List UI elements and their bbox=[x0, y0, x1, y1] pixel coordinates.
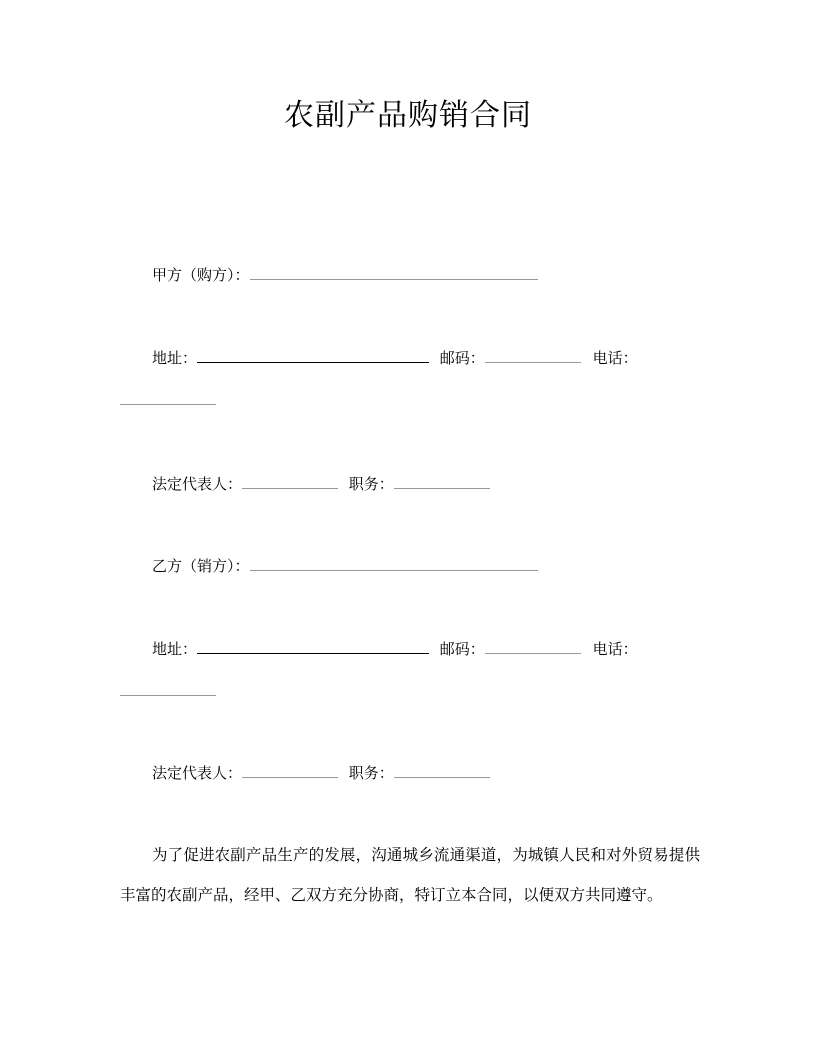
party-a-phone-row bbox=[120, 388, 216, 410]
party-b-address-row bbox=[152, 637, 638, 659]
party-a-name-label: 甲方（购方）： bbox=[152, 266, 250, 284]
party-b-rep-row bbox=[152, 761, 490, 783]
party-b-address-field[interactable] bbox=[197, 637, 429, 654]
party-a-position-field[interactable] bbox=[394, 472, 490, 489]
party-b-phone-field[interactable] bbox=[120, 679, 216, 696]
party-a-address-field[interactable] bbox=[197, 346, 429, 363]
party-a-postcode-label: 邮码： bbox=[439, 349, 485, 367]
document-title: 农副产品购销合同 bbox=[284, 98, 532, 133]
party-a-name-field[interactable] bbox=[250, 263, 538, 280]
party-b-name-row bbox=[152, 554, 538, 576]
party-a-rep-row bbox=[152, 472, 490, 494]
party-a-rep-field[interactable] bbox=[242, 472, 338, 489]
party-a-address-label: 地址： bbox=[152, 349, 198, 367]
party-a-phone-label: 电话： bbox=[592, 349, 638, 367]
party-b-position-field[interactable] bbox=[394, 761, 490, 778]
preamble-paragraph: 为了促进农副产品生产的发展，沟通城乡流通渠道，为城镇人民和对外贸易提供丰富的农副产品，经甲、乙双方充分协商，特订立本合同，以便双方共同遵守。 bbox=[120, 846, 700, 904]
party-b-position-label: 职务： bbox=[348, 764, 394, 782]
party-a-postcode-field[interactable] bbox=[485, 346, 581, 363]
party-a-address-row bbox=[152, 346, 638, 368]
party-a-position-label: 职务： bbox=[348, 475, 394, 493]
party-b-name-field[interactable] bbox=[250, 554, 538, 571]
party-b-phone-label: 电话： bbox=[592, 640, 638, 658]
party-b-rep-field[interactable] bbox=[242, 761, 338, 778]
party-b-rep-label: 法定代表人： bbox=[152, 764, 243, 782]
party-a-name-row bbox=[152, 263, 538, 285]
party-b-postcode-label: 邮码： bbox=[439, 640, 485, 658]
party-a-rep-label: 法定代表人： bbox=[152, 475, 243, 493]
party-a-phone-field[interactable] bbox=[120, 388, 216, 405]
party-b-name-label: 乙方（销方）： bbox=[152, 557, 250, 575]
party-b-phone-row bbox=[120, 679, 216, 701]
party-b-address-label: 地址： bbox=[152, 640, 198, 658]
party-b-postcode-field[interactable] bbox=[485, 637, 581, 654]
